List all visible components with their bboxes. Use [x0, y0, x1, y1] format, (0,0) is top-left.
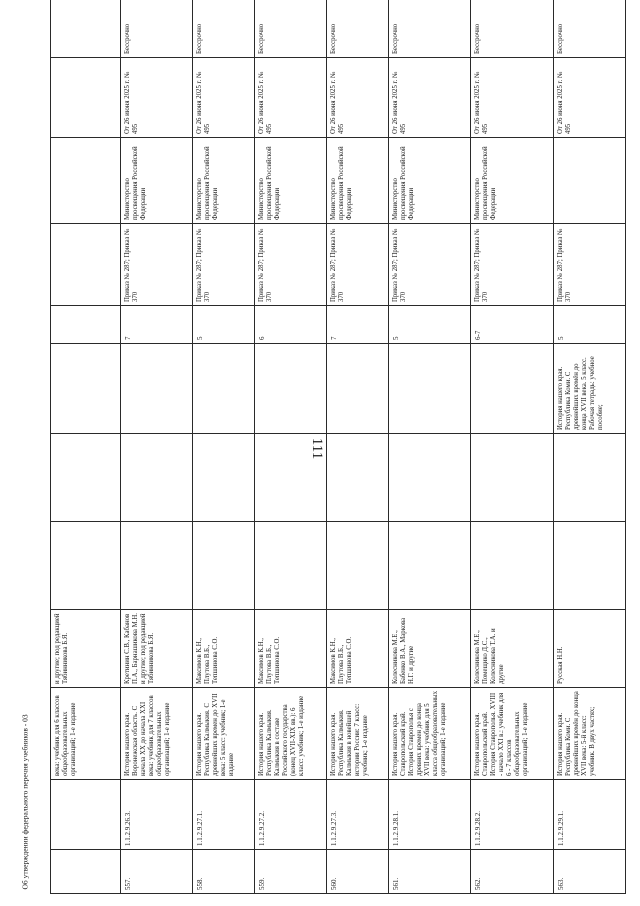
cell-term: Бессрочно — [121, 0, 193, 58]
cell-index: 562. — [471, 850, 554, 894]
cell-code: 1.1.2.9.28.2. — [471, 780, 554, 850]
cell-authors: Русская Н.Н. — [553, 610, 625, 688]
cell-grade: 6 — [254, 306, 326, 344]
cell-ministry: Министерство просвещения Российской Федерации — [388, 138, 471, 224]
cell-order: Приказ № 287; Приказ № 370 — [326, 224, 388, 306]
cell-grade: 6-7 — [471, 306, 554, 344]
cell-empty — [326, 522, 388, 610]
cell-ministry: Министерство просвещения Российской Федерации — [471, 138, 554, 224]
cell-empty — [51, 522, 121, 610]
cell-index: 563. — [553, 850, 625, 894]
cell-empty — [553, 434, 625, 522]
table-row — [326, 0, 388, 894]
cell-authors: Максимов К.Н., Плутова В.Б., Тепшинова С.О. — [193, 610, 255, 688]
cell-term: Бессрочно — [193, 0, 255, 58]
cell-empty — [254, 434, 326, 522]
table-row — [471, 0, 554, 894]
cell-title: История нашего края. Республика Калмыкия. Калмыкия в новейшей истории России: 7 класс: учебник; 1-е издание — [326, 688, 388, 780]
cell-workbook — [388, 344, 471, 434]
cell-order: Приказ № 287; Приказ № 370 — [471, 224, 554, 306]
table-row — [553, 0, 625, 894]
cell-date: От 26 июня 2025 г. № 495 — [471, 58, 554, 138]
cell-ministry: Министерство просвещения Российской Федерации — [254, 138, 326, 224]
table-container — [50, 18, 626, 894]
cell-workbook — [471, 344, 554, 434]
cell-empty — [326, 434, 388, 522]
cell-authors: Колесникова М.Е., Бабенко В.А., Маркова Н.Г. и другие — [388, 610, 471, 688]
cell-date: От 26 июня 2025 г. № 495 — [121, 58, 193, 138]
cell-code: 1.1.2.9.28.1. — [388, 780, 471, 850]
cell-code — [51, 780, 121, 850]
cell-order: Приказ № 287; Приказ № 370 — [553, 224, 625, 306]
cell-empty — [388, 522, 471, 610]
cell-date: От 26 июня 2025 г. № 495 — [553, 58, 625, 138]
cell-term: Бессрочно — [254, 0, 326, 58]
cell-title: История нашего края. Республика Калмыкия. С древнейших времен до XVII века: 5 класс: учебник; 1-е издание — [193, 688, 255, 780]
cell-grade: 7 — [326, 306, 388, 344]
cell-order: Приказ № 287; Приказ № 370 — [121, 224, 193, 306]
cell-empty — [193, 434, 255, 522]
cell-title: История нашего края. Воронежская область. С начала XX до начала XXI века: учебник для 7 классов общеобразовательных организаций; 1-е издание — [121, 688, 193, 780]
cell-empty — [388, 434, 471, 522]
rotated-table-frame — [50, 18, 626, 894]
cell-title: История нашего края. Ставропольский край. История Ставрополья. XVIII - начало XXI в.: учебник для 6 - 7 классов общеобразовательных организаций; 1-е издание — [471, 688, 554, 780]
cell-empty — [51, 434, 121, 522]
cell-grade — [51, 306, 121, 344]
cell-workbook — [193, 344, 255, 434]
table-row — [388, 0, 471, 894]
cell-ministry: Министерство просвещения Российской Федерации — [193, 138, 255, 224]
cell-term: Бессрочно — [326, 0, 388, 58]
cell-workbook — [254, 344, 326, 434]
cell-index: 559. — [254, 850, 326, 894]
cell-title: История нашего края. Ставропольский край. История Ставрополья с древних времен до конца XVII века: учебник для 5 класса общеобразовательных организаций; 1-е издание — [388, 688, 471, 780]
cell-ministry — [51, 138, 121, 224]
cell-index: 561. — [388, 850, 471, 894]
table-body — [51, 0, 626, 894]
cell-date: От 26 июня 2025 г. № 495 — [326, 58, 388, 138]
cell-grade: 5 — [553, 306, 625, 344]
cell-empty — [471, 522, 554, 610]
cell-authors: и другие; под редакцией Тябинникова Б.Я. — [51, 610, 121, 688]
cell-date: От 26 июня 2025 г. № 495 — [254, 58, 326, 138]
cell-code: 1.1.2.9.27.2. — [254, 780, 326, 850]
page-footer: Об утверждении федерального перечня учебников - 03 — [20, 714, 30, 890]
cell-empty — [471, 434, 554, 522]
cell-code: 1.1.2.9.26.3. — [121, 780, 193, 850]
cell-authors: Максимов К.Н., Плутова В.Б., Тепшинова С.О. — [326, 610, 388, 688]
cell-order: Приказ № 287; Приказ № 370 — [388, 224, 471, 306]
cell-index — [51, 850, 121, 894]
cell-code: 1.1.2.9.27.3. — [326, 780, 388, 850]
cell-empty — [121, 434, 193, 522]
cell-empty — [51, 344, 121, 434]
cell-title: века: учебник для 6 классов общеобразовательных организаций; 1-е издание — [51, 688, 121, 780]
cell-term — [51, 0, 121, 58]
cell-grade: 5 — [193, 306, 255, 344]
cell-empty — [553, 522, 625, 610]
table-row — [254, 0, 326, 894]
cell-order: Приказ № 287; Приказ № 370 — [254, 224, 326, 306]
cell-date — [51, 58, 121, 138]
cell-term: Бессрочно — [471, 0, 554, 58]
cell-workbook — [121, 344, 193, 434]
cell-authors: Максимов К.Н., Плутова В.Б., Тепшинова С.О. — [254, 610, 326, 688]
cell-order: Приказ № 287; Приказ № 370 — [193, 224, 255, 306]
table-row — [121, 0, 193, 894]
table-row — [193, 0, 255, 894]
cell-authors: Колесникова М.Е., Помещико Д.С., Колесникова Т.А. и другие — [471, 610, 554, 688]
cell-empty — [121, 522, 193, 610]
cell-empty — [193, 522, 255, 610]
cell-title: История нашего края. Республика Коми. С древнейших времён до конца XVII века: 5-й класс: учебник. В двух частях; — [553, 688, 625, 780]
cell-term: Бессрочно — [388, 0, 471, 58]
textbook-table — [50, 0, 626, 894]
cell-empty — [254, 522, 326, 610]
cell-authors: Кретинин С.В., Кабанов П.А., Барнашикова М.Н. и другие; под редакцией Тябинникова Б.Я. — [121, 610, 193, 688]
cell-date: От 26 июня 2025 г. № 495 — [388, 58, 471, 138]
cell-index: 558. — [193, 850, 255, 894]
cell-code: 1.1.2.9.29.1. — [553, 780, 625, 850]
cell-ministry — [553, 138, 625, 224]
cell-grade: 7 — [121, 306, 193, 344]
page-number: 111 — [309, 437, 326, 460]
cell-code: 1.1.2.9.27.1. — [193, 780, 255, 850]
cell-ministry: Министерство просвещения Российской Федерации — [121, 138, 193, 224]
cell-grade: 5 — [388, 306, 471, 344]
table-row-continued — [51, 0, 121, 894]
cell-ministry: Министерство просвещения Российской Федерации — [326, 138, 388, 224]
cell-date: От 26 июня 2025 г. № 495 — [193, 58, 255, 138]
cell-term: Бессрочно — [553, 0, 625, 58]
cell-order — [51, 224, 121, 306]
cell-workbook: История нашего края. Республика Коми. С древнейших времён до конца XVII века. 5 класс. Рабочая тетрадь: учебное пособие; — [553, 344, 625, 434]
cell-workbook — [326, 344, 388, 434]
cell-index: 557. — [121, 850, 193, 894]
cell-index: 560. — [326, 850, 388, 894]
cell-title: История нашего края. Республика Калмыкия. Калмыкия в составе Российского государства (конец XVII-XIX вв.): 6 класс: учебник; 1-е издание — [254, 688, 326, 780]
